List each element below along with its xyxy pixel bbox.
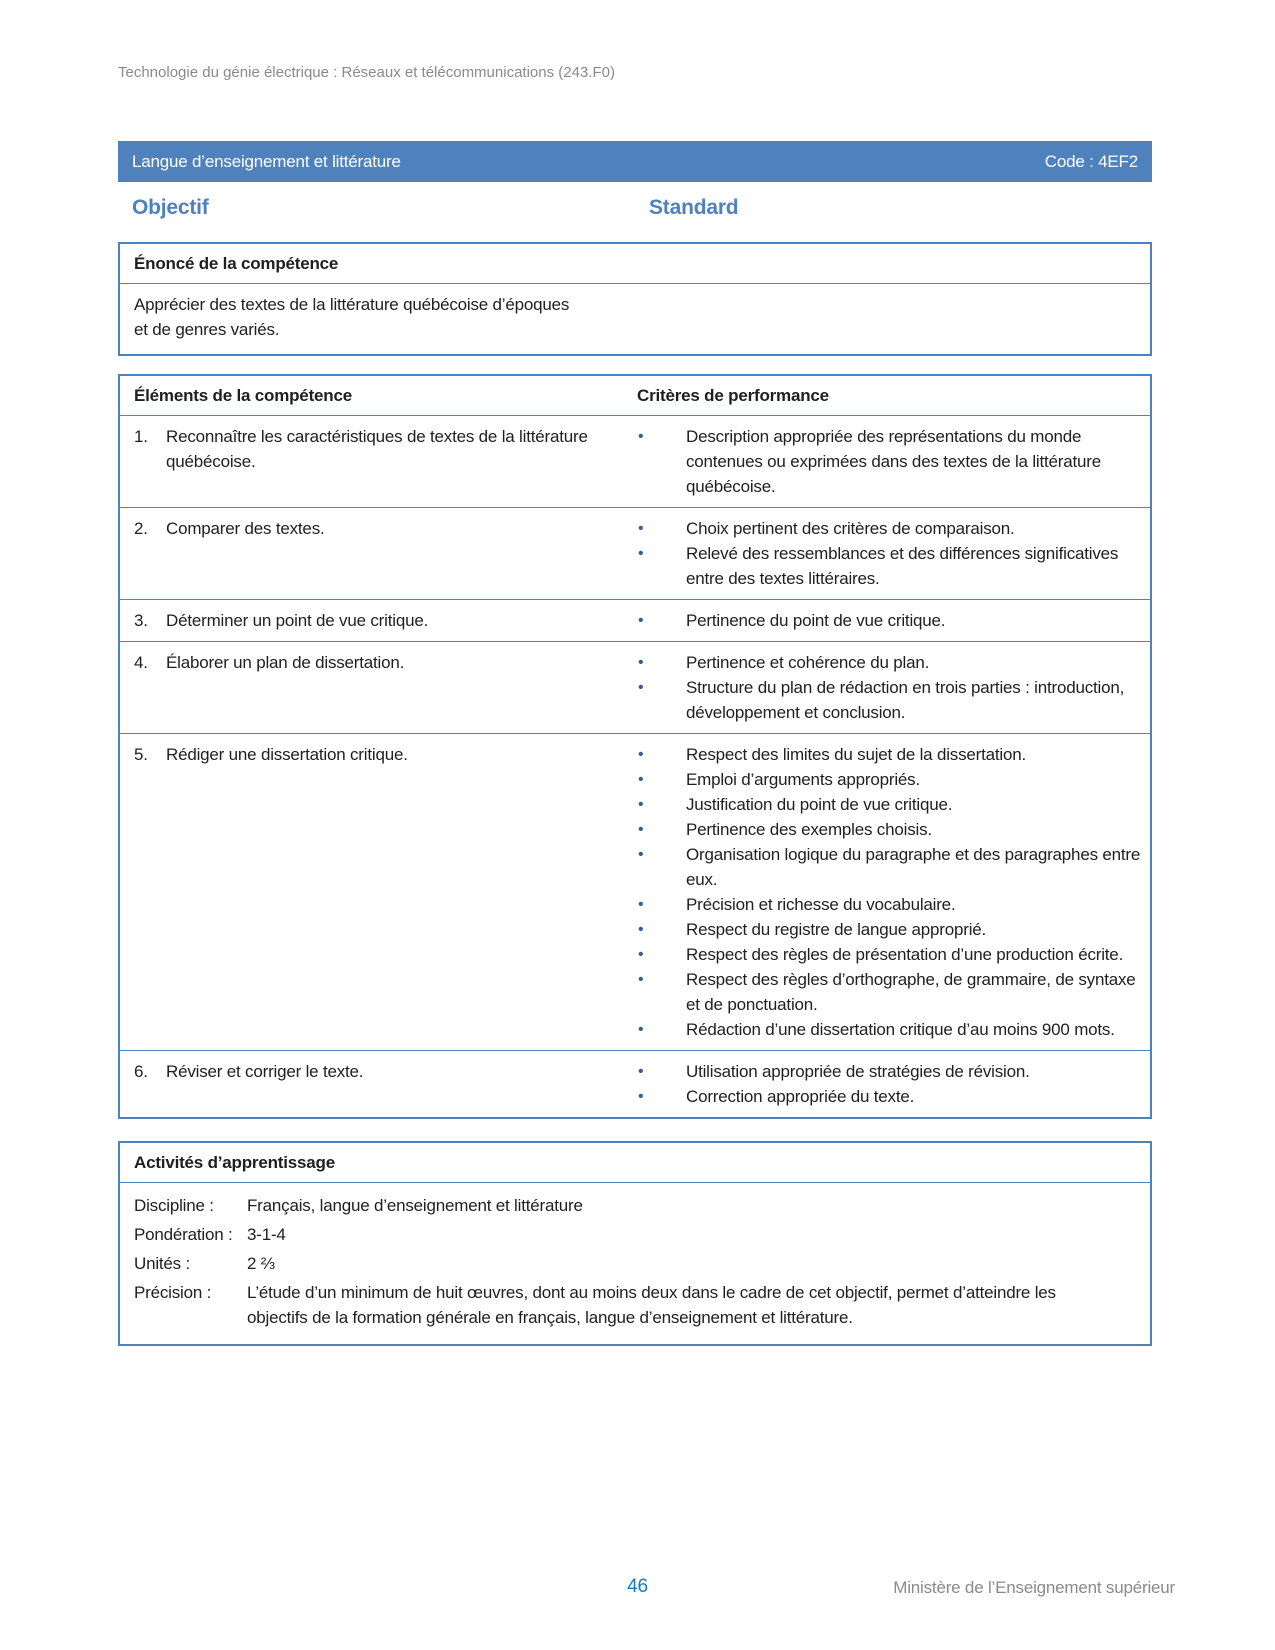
criteria-list [635,742,1144,1042]
criterion-text: Correction appropriée du texte. [686,1087,915,1106]
criterion-item [635,967,1144,1017]
section-banner [118,141,1152,182]
objectif-heading: Objectif [132,196,209,219]
criterion-text: Choix pertinent des critères de comparaison. [686,519,1015,538]
activity-value: Français, langue d’enseignement et littérature [247,1196,583,1215]
activity-row [134,1193,1136,1218]
activity-value: 2 ⅔ [247,1254,275,1273]
criterion-item [635,541,1144,591]
criterion-text: Pertinence et cohérence du plan. [686,653,930,672]
element-text: Élaborer un plan de dissertation. [166,653,405,672]
bullet-icon: • [638,545,644,562]
criterion-text: Respect des règles de présentation d’une production écrite. [686,945,1124,964]
table-row [120,642,1150,734]
criterion-item [635,892,1144,917]
criterion-text: Respect du registre de langue approprié. [686,920,987,939]
activites-header: Activités d’apprentissage [120,1143,1150,1183]
activity-row [134,1222,1136,1247]
criterion-item [635,917,1144,942]
criterion-text: Description appropriée des représentations du monde contenues ou exprimées dans des textes de la littérature québécoise. [686,427,1101,496]
bullet-icon: • [638,796,644,813]
bullet-icon: • [638,846,644,863]
activites-body [120,1183,1150,1344]
criteria-list [635,650,1144,725]
criterion-text: Structure du plan de rédaction en trois parties : introduction, développement et conclusion. [686,678,1125,722]
element-number: 6. [134,1062,148,1081]
criterion-text: Pertinence des exemples choisis. [686,820,932,839]
criterion-text: Emploi d’arguments appropriés. [686,770,921,789]
bullet-icon: • [638,896,644,913]
criterion-text: Respect des règles d’orthographe, de grammaire, de syntaxe et de ponctuation. [686,970,1136,1014]
activity-label: Pondération : [134,1225,233,1244]
criterion-item [635,608,1144,633]
table-row [120,508,1150,600]
bullet-icon: • [638,971,644,988]
table-row [120,600,1150,642]
document-title: Technologie du génie électrique : Réseaux et télécommunications (243.F0) [118,64,615,81]
criterion-item [635,1017,1144,1042]
criteria-list [635,1059,1144,1109]
standard-heading: Standard [649,196,739,219]
table-row [120,416,1150,508]
criterion-text: Utilisation appropriée de stratégies de révision. [686,1062,1030,1081]
activites-box [118,1141,1152,1346]
criterion-text: Respect des limites du sujet de la dissertation. [686,745,1027,764]
activity-label: Discipline : [134,1196,214,1215]
table-body [120,416,1150,1117]
criterion-text: Précision et richesse du vocabulaire. [686,895,956,914]
enonce-text: Apprécier des textes de la littérature québécoise d’époques et de genres variés. [134,295,570,339]
criterion-item [635,424,1144,499]
activity-row [134,1251,1136,1276]
element-text: Reconnaître les caractéristiques de textes de la littérature québécoise. [166,427,588,471]
element-number: 1. [134,427,148,446]
activity-label: Unités : [134,1254,191,1273]
element-cell [134,650,625,675]
criterion-item [635,1059,1144,1084]
criteria-list [635,608,1144,633]
banner-code: Code : 4EF2 [1044,151,1138,171]
criterion-text: Justification du point de vue critique. [686,795,953,814]
element-cell [134,516,625,541]
element-text: Déterminer un point de vue critique. [166,611,429,630]
competence-table [118,374,1152,1119]
element-cell [134,608,625,633]
bullet-icon: • [638,1088,644,1105]
banner-title: Langue d’enseignement et littérature [132,151,401,171]
bullet-icon: • [638,1063,644,1080]
element-number: 5. [134,745,148,764]
enonce-box [118,242,1152,356]
activity-value: 3-1-4 [247,1225,286,1244]
ministry-footer: Ministère de l’Enseignement supérieur [893,1578,1175,1597]
bullet-icon: • [638,821,644,838]
criterion-item [635,942,1144,967]
criterion-item [635,742,1144,767]
bullet-icon: • [638,679,644,696]
element-number: 3. [134,611,148,630]
activity-row [134,1280,1136,1330]
criterion-item [635,675,1144,725]
criteria-list [635,516,1144,591]
criteria-list [635,424,1144,499]
element-cell [134,1059,625,1084]
activity-label: Précision : [134,1283,212,1302]
criteres-header: Critères de performance [637,386,829,405]
bullet-icon: • [638,921,644,938]
element-cell [134,742,625,767]
criterion-item [635,1084,1144,1109]
enonce-header: Énoncé de la compétence [120,244,1150,284]
element-number: 4. [134,653,148,672]
column-headings [118,196,1152,220]
element-text: Rédiger une dissertation critique. [166,745,408,764]
bullet-icon: • [638,946,644,963]
bullet-icon: • [638,654,644,671]
criterion-text: Pertinence du point de vue critique. [686,611,946,630]
criterion-text: Relevé des ressemblances et des différences significatives entre des textes littéraires. [686,544,1119,588]
element-number: 2. [134,519,148,538]
table-header-row [120,376,1150,416]
bullet-icon: • [638,746,644,763]
criterion-item [635,817,1144,842]
criterion-text: Organisation logique du paragraphe et des paragraphes entre eux. [686,845,1141,889]
bullet-icon: • [638,771,644,788]
activity-value: L’étude d’un minimum de huit œuvres, dont au moins deux dans le cadre de cet objectif, permet d’atteindre les objectifs de la formation générale en français, langue d’enseignement et littérature. [247,1283,1056,1327]
criterion-item [635,767,1144,792]
criterion-item [635,842,1144,892]
bullet-icon: • [638,428,644,445]
criterion-text: Rédaction d’une dissertation critique d’au moins 900 mots. [686,1020,1115,1039]
bullet-icon: • [638,1021,644,1038]
criterion-item [635,516,1144,541]
element-text: Réviser et corriger le texte. [166,1062,364,1081]
table-row [120,1051,1150,1117]
table-row [120,734,1150,1051]
element-cell [134,424,625,474]
page-number: 46 [627,1576,648,1597]
bullet-icon: • [638,520,644,537]
bullet-icon: • [638,612,644,629]
element-text: Comparer des textes. [166,519,325,538]
criterion-item [635,650,1144,675]
elements-header: Éléments de la compétence [134,386,352,405]
criterion-item [635,792,1144,817]
enonce-body [120,284,1150,354]
